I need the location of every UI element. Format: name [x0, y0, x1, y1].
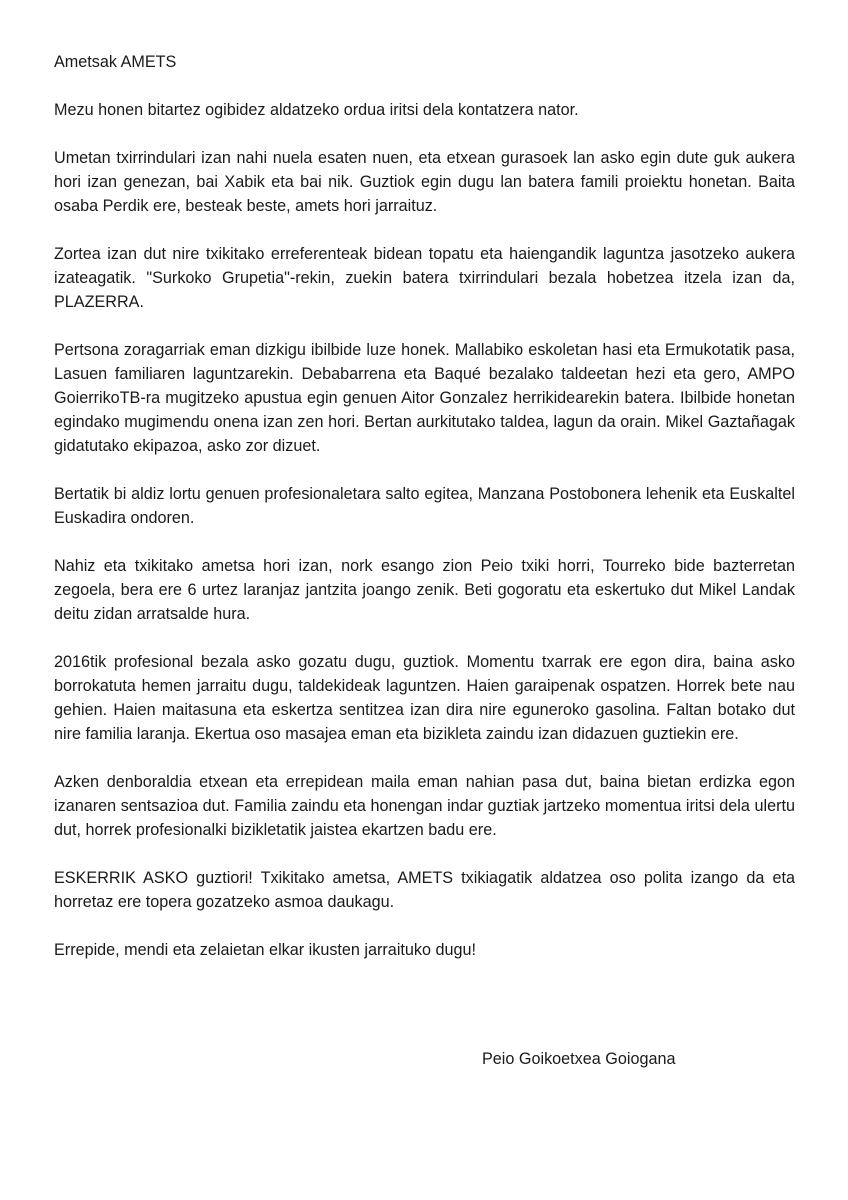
paragraph-dream: Nahiz eta txikitako ametsa hori izan, nork esango zion Peio txiki horri, Tourreko bide bazterretan zegoela, bera ere 6 urtez laranjaz jantzita joango zenik. Beti gogoratu eta eskertuko dut Mikel Landak deitu zidan arratsalde hura. [54, 557, 795, 623]
letter-body [54, 50, 795, 986]
letter-greeting: Ametsak AMETS [54, 53, 177, 71]
paragraph-farewell: Errepide, mendi eta zelaietan elkar ikusten jarraituko dugu! [54, 941, 477, 959]
paragraph-pro-jump: Bertatik bi aldiz lortu genuen profesionaletara salto egitea, Manzana Postobonera lehenik eta Euskaltel Euskadira ondoren. [54, 485, 795, 527]
paragraph-path: Pertsona zoragarriak eman dizkigu ibilbide luze honek. Mallabiko eskoletan hasi eta Ermukotatik pasa, Lasuen familiaren laguntzarekin. Debabarrena eta Baqué bezalako taldeetan hezi eta gero, AMPO GoierrikoTB-ra mugitzeko apustua egin genuen Aitor Gonzalez herrikidearekin batera. Ibilbide honetan egindako mugimendu onena izan zen hori. Bertan aurkitutako taldea, lagun da orain. Mikel Gaztañagak gidatutako ekipazoa, asko zor dizuet. [54, 341, 795, 455]
paragraph-luck: Zortea izan dut nire txikitako erreferenteak bidean topatu eta haiengandik laguntza jasotzeko aukera izateagatik. "Surkoko Grupetia"-rekin, zuekin batera txirrindulari bezala hobetzea itzela izan da, PLAZERRA. [54, 245, 795, 311]
paragraph-since-2016: 2016tik profesional bezala asko gozatu dugu, guztiok. Momentu txarrak ere egon dira, baina asko borrokatuta hemen jarraitu dugu, taldekideak laguntzen. Haien garaipenak ospatzen. Horrek bete nau gehien. Haien maitasuna eta eskertza sentitzea izan dira nire eguneroko gasolina. Faltan botako dut nire familia laranja. Ekertua oso masajea eman eta bizikleta zaindu izan didazuen guztiekin ere. [54, 653, 795, 743]
signature: Peio Goikoetxea Goiogana [482, 1050, 676, 1068]
paragraph-thanks: ESKERRIK ASKO guztiori! Txikitako ametsa, AMETS txikiagatik aldatzea oso polita izango da eta horretaz ere topera gozatzeko asmoa daukagu. [54, 869, 795, 911]
paragraph-intro: Mezu honen bitartez ogibidez aldatzeko ordua iritsi dela kontatzera nator. [54, 101, 579, 119]
paragraph-last-season: Azken denboraldia etxean eta errepidean maila eman nahian pasa dut, baina bietan erdizka egon izanaren sentsazioa dut. Familia zaindu eta honengan indar guztiak jartzeko momentua iritsi dela ulertu dut, horrek profesionalki bizikletatik jaistea ekartzen badu ere. [54, 773, 795, 839]
paragraph-childhood: Umetan txirrindulari izan nahi nuela esaten nuen, eta etxean gurasoek lan asko egin dute guk aukera hori izan genezan, bai Xabik eta bai nik. Guztiok egin dugu lan batera famili proiektu honetan. Baita osaba Perdik ere, besteak beste, amets hori jarraituz. [54, 149, 795, 215]
